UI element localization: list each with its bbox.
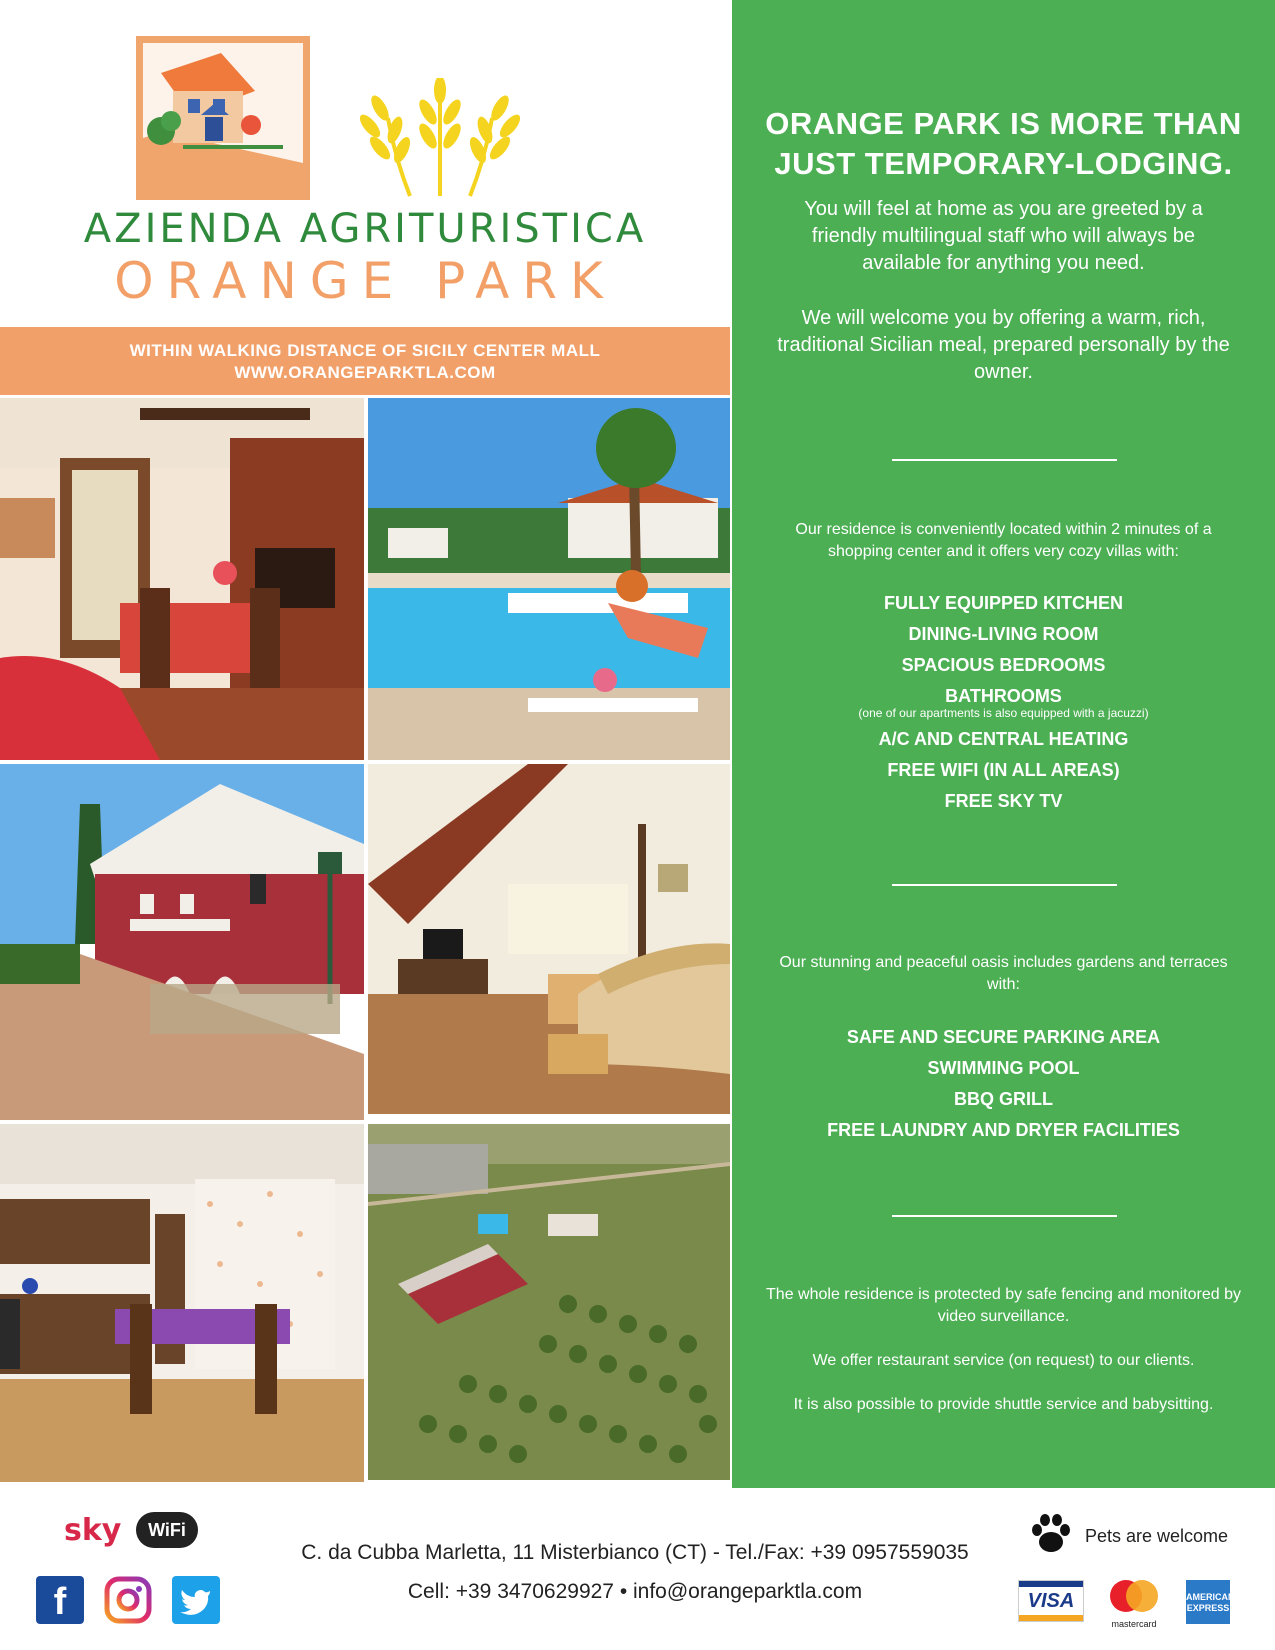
feature-item: FULLY EQUIPPED KITCHEN bbox=[883, 593, 1124, 613]
farmhouse-logo bbox=[136, 36, 310, 200]
mastercard-text: mastercard bbox=[1111, 1619, 1157, 1629]
info-panel bbox=[732, 0, 1275, 1488]
facebook-icon[interactable]: f bbox=[36, 1576, 84, 1624]
pets-welcome-text: Pets are welcome bbox=[1085, 1526, 1229, 1546]
headline-line-1: ORANGE PARK IS MORE THAN bbox=[765, 106, 1242, 141]
wifi-logo: WiFi bbox=[136, 1512, 198, 1548]
banner-tagline: WITHIN WALKING DISTANCE OF SICILY CENTER MALL bbox=[129, 341, 601, 360]
feature-item: SWIMMING POOL bbox=[927, 1058, 1080, 1078]
location-banner bbox=[0, 327, 730, 395]
divider bbox=[892, 1215, 1117, 1217]
sky-logo: sky bbox=[64, 1513, 122, 1548]
mastercard-logo bbox=[1104, 1576, 1164, 1629]
feature-item: FREE SKY TV bbox=[944, 791, 1063, 811]
photo-aerial-view bbox=[368, 1124, 730, 1480]
panel-headline bbox=[732, 104, 1275, 184]
feature-item: FREE WIFI (IN ALL AREAS) bbox=[887, 760, 1120, 780]
feature-item: BATHROOMS bbox=[945, 686, 1062, 706]
photo-swimming-pool bbox=[368, 398, 730, 760]
villa-features-list bbox=[732, 588, 1275, 817]
visa-text: VISA bbox=[1027, 1590, 1075, 1612]
amex-logo: AMERICAN EXPRESS bbox=[1186, 1580, 1230, 1624]
shuttle-note: It is also possible to provide shuttle service and babysitting. bbox=[793, 1396, 1214, 1413]
feature-item: A/C AND CENTRAL HEATING bbox=[878, 729, 1129, 749]
divider bbox=[892, 884, 1117, 886]
feature-item: BBQ GRILL bbox=[954, 1089, 1053, 1109]
brand-title: ORANGE PARK bbox=[114, 252, 616, 310]
headline-line-2: JUST TEMPORARY-LODGING. bbox=[774, 146, 1233, 181]
wheat-icon bbox=[340, 78, 540, 198]
feature-item: SAFE AND SECURE PARKING AREA bbox=[846, 1027, 1161, 1047]
villas-intro: Our residence is conveniently located within 2 minutes of a shopping center and it offers very cozy villas with: bbox=[795, 521, 1212, 560]
divider bbox=[892, 459, 1117, 461]
oasis-features-list bbox=[732, 1022, 1275, 1146]
photo-kitchen bbox=[0, 1124, 364, 1482]
paw-icon bbox=[1028, 1510, 1074, 1556]
photo-dining-fireplace bbox=[0, 398, 364, 760]
photo-living-room bbox=[368, 764, 730, 1114]
photo-red-villa bbox=[0, 764, 364, 1120]
visa-logo bbox=[1018, 1580, 1084, 1622]
jacuzzi-note: (one of our apartments is also equipped with a jacuzzi) bbox=[858, 706, 1149, 720]
feature-item: SPACIOUS BEDROOMS bbox=[901, 655, 1106, 675]
contact-line: Cell: +39 3470629927 • info@orangeparktla.com bbox=[407, 1580, 863, 1603]
instagram-icon[interactable] bbox=[104, 1576, 152, 1624]
twitter-icon[interactable] bbox=[172, 1576, 220, 1624]
oasis-intro: Our stunning and peaceful oasis includes gardens and terraces with: bbox=[779, 954, 1228, 993]
security-note: The whole residence is protected by safe fencing and monitored by video surveillance. bbox=[766, 1286, 1241, 1325]
brand-subtitle: AZIENDA AGRITURISTICA bbox=[83, 206, 647, 252]
address-line: C. da Cubba Marletta, 11 Misterbianco (CT) - Tel./Fax: +39 0957559035 bbox=[301, 1541, 969, 1564]
banner-website[interactable]: WWW.ORANGEPARKTLA.COM bbox=[234, 363, 496, 382]
feature-item: FREE LAUNDRY AND DRYER FACILITIES bbox=[827, 1120, 1180, 1140]
footer bbox=[0, 1488, 1275, 1650]
meal-paragraph: We will welcome you by offering a warm, rich, traditional Sicilian meal, prepared personally by the owner. bbox=[777, 307, 1230, 383]
restaurant-note: We offer restaurant service (on request) to our clients. bbox=[812, 1352, 1195, 1369]
welcome-paragraph: You will feel at home as you are greeted by a friendly multilingual staff who will always be available for anything you need. bbox=[804, 198, 1203, 274]
feature-item: DINING-LIVING ROOM bbox=[908, 624, 1099, 644]
